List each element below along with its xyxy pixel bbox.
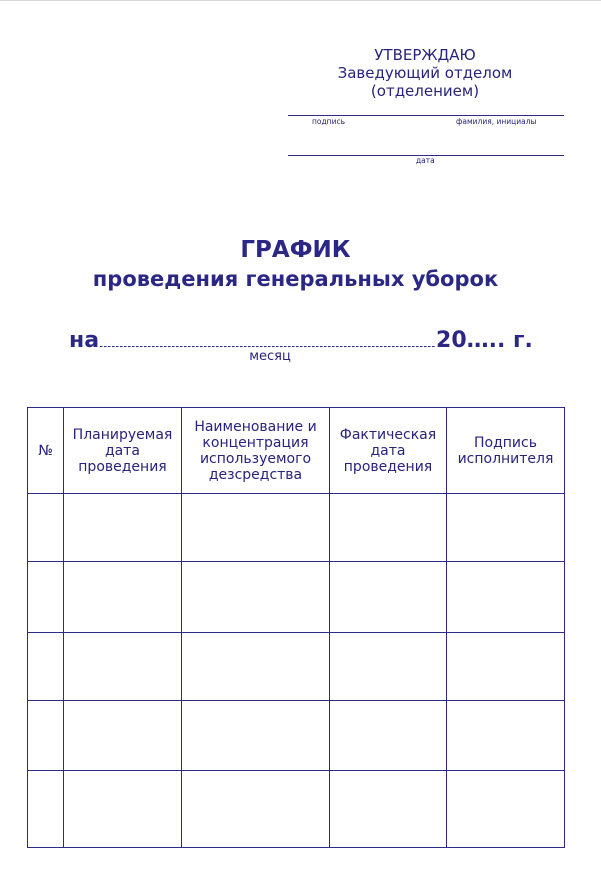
table-cell[interactable]: [28, 562, 64, 633]
table-cell[interactable]: [64, 633, 182, 701]
table-row: [28, 701, 565, 771]
approval-block: [283, 46, 567, 100]
table-row: [28, 494, 565, 562]
table-cell[interactable]: [330, 771, 447, 848]
table-row: [28, 562, 565, 633]
period-year: 20….. г.: [436, 328, 533, 353]
column-header-disinfectant: Наименование и концентрация используемого дезсредства: [182, 408, 330, 494]
table-cell[interactable]: [182, 494, 330, 562]
table-cell[interactable]: [28, 701, 64, 771]
signature-line[interactable]: [288, 115, 564, 116]
period-row: [69, 323, 533, 353]
column-header-actual-date: Фактическая дата проведения: [330, 408, 447, 494]
month-fill-line[interactable]: [100, 346, 435, 347]
schedule-table: [27, 407, 565, 848]
column-header-signature: Подпись исполнителя: [447, 408, 565, 494]
table-cell[interactable]: [330, 494, 447, 562]
table-header-row: [28, 408, 565, 494]
document-title: ГРАФИК: [240, 237, 351, 263]
date-caption: дата: [416, 156, 435, 165]
table-cell[interactable]: [64, 701, 182, 771]
table-cell[interactable]: [330, 633, 447, 701]
table-cell[interactable]: [447, 494, 565, 562]
table-cell[interactable]: [447, 633, 565, 701]
signature-caption: подпись: [312, 117, 345, 126]
table-cell[interactable]: [447, 562, 565, 633]
table-cell[interactable]: [28, 633, 64, 701]
table-cell[interactable]: [182, 701, 330, 771]
page-top-border: [0, 0, 601, 1]
table-row: [28, 633, 565, 701]
table-cell[interactable]: [330, 701, 447, 771]
table-cell[interactable]: [330, 562, 447, 633]
table-cell[interactable]: [447, 701, 565, 771]
column-header-number: №: [28, 408, 64, 494]
period-prefix: на: [69, 328, 100, 353]
table-row: [28, 771, 565, 848]
approval-title: УТВЕРЖДАЮ: [374, 46, 476, 64]
column-header-planned-date: Планируемая дата проведения: [64, 408, 182, 494]
table-cell[interactable]: [28, 494, 64, 562]
table-cell[interactable]: [447, 771, 565, 848]
table-cell[interactable]: [64, 562, 182, 633]
table-cell[interactable]: [182, 771, 330, 848]
table-cell[interactable]: [64, 494, 182, 562]
table-cell[interactable]: [64, 771, 182, 848]
approval-position: Заведующий отделом (отделением): [337, 64, 513, 100]
name-caption: фамилия, инициалы: [456, 117, 537, 126]
table-cell[interactable]: [182, 562, 330, 633]
table-cell[interactable]: [182, 633, 330, 701]
month-caption: месяц: [249, 349, 291, 364]
table-cell[interactable]: [28, 771, 64, 848]
document-subtitle: проведения генеральных уборок: [92, 267, 499, 291]
